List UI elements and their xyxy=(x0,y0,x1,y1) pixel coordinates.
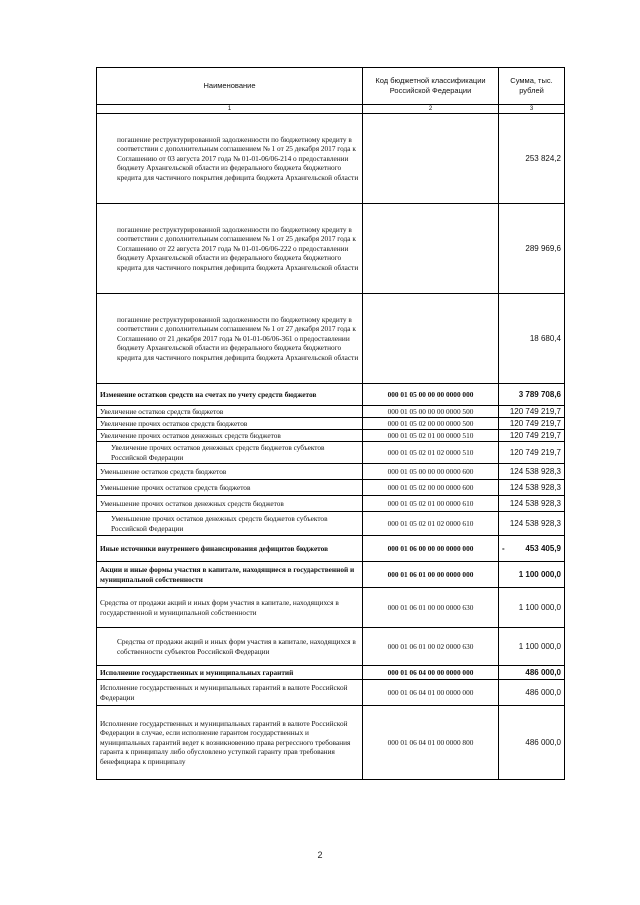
row-code: 000 01 05 00 00 00 0000 000 xyxy=(363,384,499,406)
table-row xyxy=(97,442,565,464)
row-code: 000 01 06 01 00 00 0000 630 xyxy=(363,588,499,628)
row-sum: 253 824,2 xyxy=(499,114,565,204)
row-code: 000 01 06 00 00 00 0000 000 xyxy=(363,536,499,562)
row-name: Уменьшение прочих остатков денежных средств бюджетов xyxy=(97,496,363,512)
row-name: Средства от продажи акций и иных форм участия в капитале, находящихся в собственности субъектов Российской Федерации xyxy=(97,628,363,666)
row-code xyxy=(363,114,499,204)
row-name: Исполнение государственных и муниципальных гарантий в валюте Российской Федерации xyxy=(97,680,363,706)
row-sum: 120 749 219,7 xyxy=(499,430,565,442)
table-row xyxy=(97,480,565,496)
budget-sheet xyxy=(96,67,564,780)
row-code: 000 01 05 00 00 00 0000 600 xyxy=(363,464,499,480)
row-code xyxy=(363,294,499,384)
header-code: Код бюджетной классификации Российской Федерации xyxy=(363,68,499,105)
page-number: 2 xyxy=(317,850,323,860)
table-row xyxy=(97,588,565,628)
column-number-row xyxy=(97,105,565,114)
table-row xyxy=(97,706,565,780)
row-sum: 3 789 708,6 xyxy=(499,384,565,406)
table-header-row xyxy=(97,68,565,105)
row-code: 000 01 06 04 01 00 0000 000 xyxy=(363,680,499,706)
table-row xyxy=(97,294,565,384)
table-row xyxy=(97,464,565,480)
row-sum: 124 538 928,3 xyxy=(499,464,565,480)
row-name: Увеличение остатков средств бюджетов xyxy=(97,406,363,418)
table-row xyxy=(97,406,565,418)
row-name: Иные источники внутреннего финансирования дефицитов бюджетов xyxy=(97,536,363,562)
row-code: 000 01 06 04 00 00 0000 000 xyxy=(363,666,499,680)
row-code: 000 01 06 01 00 00 0000 000 xyxy=(363,562,499,588)
row-sum: 486 000,0 xyxy=(499,706,565,780)
row-code: 000 01 06 01 00 02 0000 630 xyxy=(363,628,499,666)
table-row xyxy=(97,628,565,666)
table-row xyxy=(97,536,565,562)
row-name: Исполнение государственных и муниципальных гарантий xyxy=(97,666,363,680)
table-row xyxy=(97,512,565,536)
row-name: Акции и иные формы участия в капитале, находящиеся в государственной и муниципальной собственности xyxy=(97,562,363,588)
row-sum: 486 000,0 xyxy=(499,666,565,680)
sum-sign: - xyxy=(502,544,505,553)
row-code: 000 01 05 02 01 02 0000 610 xyxy=(363,512,499,536)
row-name: Увеличение прочих остатков денежных средств бюджетов xyxy=(97,430,363,442)
column-number-2: 2 xyxy=(363,105,499,114)
column-number-1: 1 xyxy=(97,105,363,114)
row-code: 000 01 05 02 01 00 0000 610 xyxy=(363,496,499,512)
table-row xyxy=(97,384,565,406)
budget-sources-table xyxy=(96,67,565,780)
row-sum xyxy=(499,536,565,562)
table-row xyxy=(97,562,565,588)
row-name: Уменьшение прочих остатков средств бюджетов xyxy=(97,480,363,496)
row-sum: 1 100 000,0 xyxy=(499,628,565,666)
row-name: Средства от продажи акций и иных форм участия в капитале, находящихся в государственной и муниципальной собственности xyxy=(97,588,363,628)
row-name: погашение реструктурированной задолженности по бюджетному кредиту в соответствии с дополнительным соглашением № 1 от 27 декабря 2017 года к Соглашению от 21 декабря 2017 года № 01-01-06/06-361 о предоставлении бюджету Архангельской области из федерального бюджета бюджетного кредита для частичного покрытия дефицита бюджета Архангельской области xyxy=(97,294,363,384)
row-name: Уменьшение остатков средств бюджетов xyxy=(97,464,363,480)
sum-value: 453 405,9 xyxy=(525,544,561,553)
row-sum: 486 000,0 xyxy=(499,680,565,706)
row-name: погашение реструктурированной задолженности по бюджетному кредиту в соответствии с дополнительным соглашением № 1 от 25 декабря 2017 года к Соглашению от 03 августа 2017 года № 01-01-06/06-214 о предоставлении бюджету Архангельской области из федерального бюджета бюджетного кредита для частичного покрытия дефицита бюджета Архангельской области xyxy=(97,114,363,204)
table-row xyxy=(97,680,565,706)
row-name: Уменьшение прочих остатков денежных средств бюджетов субъектов Российской Федерации xyxy=(97,512,363,536)
row-sum: 289 969,6 xyxy=(499,204,565,294)
table-row xyxy=(97,418,565,430)
row-code: 000 01 05 02 00 00 0000 500 xyxy=(363,418,499,430)
row-name: погашение реструктурированной задолженности по бюджетному кредиту в соответствии с дополнительным соглашением № 1 от 25 декабря 2017 года к Соглашению от 22 августа 2017 года № 01-01-06/06-222 о предоставлении бюджету Архангельской области из федерального бюджета бюджетного кредита для частичного покрытия дефицита бюджета Архангельской области xyxy=(97,204,363,294)
row-name: Исполнение государственных и муниципальных гарантий в валюте Российской Федерации в случае, если исполнение гарантом государственных и муниципальных гарантий ведет к возникновению права регрессного требования гаранта к принципалу либо обусловлено уступкой гаранту прав требования бенефициара к принципалу xyxy=(97,706,363,780)
row-code: 000 01 05 02 00 00 0000 600 xyxy=(363,480,499,496)
column-number-3: 3 xyxy=(499,105,565,114)
table-row xyxy=(97,496,565,512)
table-row xyxy=(97,666,565,680)
row-code: 000 01 05 02 01 00 0000 510 xyxy=(363,430,499,442)
row-sum: 1 100 000,0 xyxy=(499,588,565,628)
row-sum: 124 538 928,3 xyxy=(499,496,565,512)
header-sum: Сумма, тыс. рублей xyxy=(499,68,565,105)
row-sum: 120 749 219,7 xyxy=(499,418,565,430)
row-name: Изменение остатков средств на счетах по учету средств бюджетов xyxy=(97,384,363,406)
row-code: 000 01 06 04 01 00 0000 800 xyxy=(363,706,499,780)
row-sum: 124 538 928,3 xyxy=(499,512,565,536)
table-row xyxy=(97,430,565,442)
row-sum: 1 100 000,0 xyxy=(499,562,565,588)
row-name: Увеличение прочих остатков средств бюджетов xyxy=(97,418,363,430)
row-code: 000 01 05 00 00 00 0000 500 xyxy=(363,406,499,418)
header-name: Наименование xyxy=(97,68,363,105)
row-sum: 124 538 928,3 xyxy=(499,480,565,496)
table-row xyxy=(97,114,565,204)
row-name: Увеличение прочих остатков денежных средств бюджетов субъектов Российской Федерации xyxy=(97,442,363,464)
row-sum: 18 680,4 xyxy=(499,294,565,384)
row-sum: 120 749 219,7 xyxy=(499,442,565,464)
row-code: 000 01 05 02 01 02 0000 510 xyxy=(363,442,499,464)
table-row xyxy=(97,204,565,294)
row-code xyxy=(363,204,499,294)
row-sum: 120 749 219,7 xyxy=(499,406,565,418)
